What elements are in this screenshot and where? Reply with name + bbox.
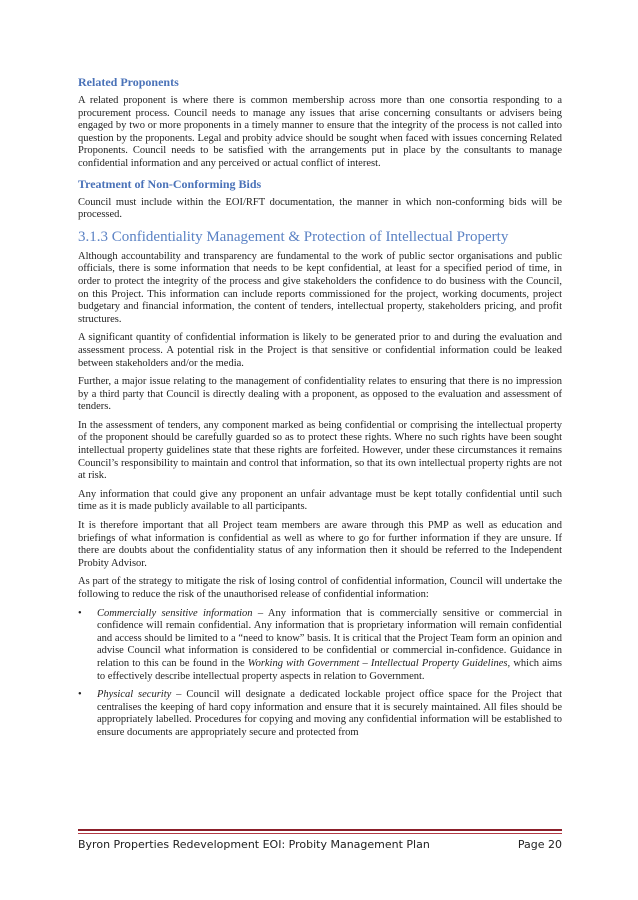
body-paragraph: It is therefore important that all Project team members are aware through this PMP as well as education and briefings of what information is confidential as well as where to go for further information if they are unsure. If there are doubts about the confidentiality status of any information then it should be referred to the Independent Probity Advisor.: [78, 520, 562, 569]
guidelines-reference: Working with Government – Intellectual Property Guidelines,: [247, 657, 511, 669]
list-item-text: – Any information that is commercially sensitive or commercial in confidence will remain confidential. Any information that is proprietary information will remain confidential and access should be limited to a “need to know” basis. It is critical that the Project Team form an opinion and advise Council what information is considered to be confidential or commercial in-confidence. Guidance in relation to this can be found in the: [97, 607, 563, 669]
body-paragraph: As part of the strategy to mitigate the risk of losing control of confidential information, Council will undertake the following to reduce the risk of the unauthorised release of confidential information:: [78, 576, 562, 600]
footer-divider-thin: [78, 833, 562, 834]
body-paragraph: Further, a major issue relating to the management of confidentiality relates to ensuring that there is no impression by a third party that Council is directly dealing with a proponent, as opposed to the evaluation and assessment of tenders.: [78, 376, 562, 413]
body-paragraph: Any information that could give any proponent an unfair advantage must be kept totally confidential until such time as it is made publicly available to all participants.: [78, 488, 562, 513]
list-item: [78, 608, 562, 684]
related-proponents-paragraph: A related proponent is where there is common membership across more than one consortia responding to a procurement process. Council needs to manage any issues that arise concerning consultants or advisers being engaged by two or more proponents in a timely manner to ensure that the integrity of the process is not called into question by the proponents. Legal and probity advice should be sought when faced with issues concerning Related Proponents. Council needs to be satisfied with the arrangements put in place by the consultants to manage confidential information and any perceived or actual conflict of interest.: [78, 95, 562, 169]
measures-list: [78, 608, 562, 740]
related-proponents-heading: Related Proponents: [78, 75, 179, 89]
list-item: [78, 689, 562, 739]
page-number: Page 20: [517, 838, 562, 851]
non-conforming-heading: Treatment of Non-Conforming Bids: [78, 176, 262, 191]
non-conforming-paragraph: Council must include within the EOI/RFT documentation, the manner in which non-conforming bids will be processed.: [78, 196, 562, 221]
list-item-term: Physical security: [97, 689, 172, 701]
list-item-term: Commercially sensitive information: [97, 607, 253, 619]
section-heading: 3.1.3 Confidentiality Management & Protection of Intellectual Property: [78, 228, 509, 245]
body-paragraph: Although accountability and transparency are fundamental to the work of public sector organisations and public officials, there is some information that needs to be kept confidential, at least for a specified period of time, in order to protect the integrity of the process and give stakeholders the confidence to do business with the Council, on this Project. This information can include reports commissioned for the project, working documents, project budgetary and financial information, the content of tenders, intellectual property, stakeholders pricing, and profit structures.: [78, 250, 562, 325]
bullet-icon: •: [78, 689, 82, 701]
bullet-icon: •: [78, 607, 82, 619]
footer-title: Byron Properties Redevelopment EOI: Probity Management Plan: [78, 838, 430, 851]
footer-divider: [78, 829, 562, 831]
body-paragraph: A significant quantity of confidential information is likely to be generated prior to and during the evaluation and assessment process. A potential risk in the Project is that sensitive or confidential information could be leaked between stakeholders and/or the media.: [78, 332, 562, 369]
document-page: [78, 75, 562, 746]
list-item-text: which aims to effectively describe intellectual property aspects in relation to Government.: [97, 657, 562, 682]
list-item-text: – Council will designate a dedicated lockable project office space for the Project that centralises the keeping of hard copy information and ensure that it is securely maintained. All files should be appropriately labelled. Procedures for copying and moving any confidential information will be established to ensure documents are appropriately secure and protected from: [97, 689, 562, 738]
body-paragraph: In the assessment of tenders, any component marked as being confidential or comprising the intellectual property of the proponent should be carefully guarded so as to protect these rights. Where no such rights have been sought intellectual property guidelines state that these rights are forfeited. However, under these circumstances it remains Council’s responsibility to maintain and control that information, so that its own intellectual property rights are not at risk.: [78, 419, 562, 482]
